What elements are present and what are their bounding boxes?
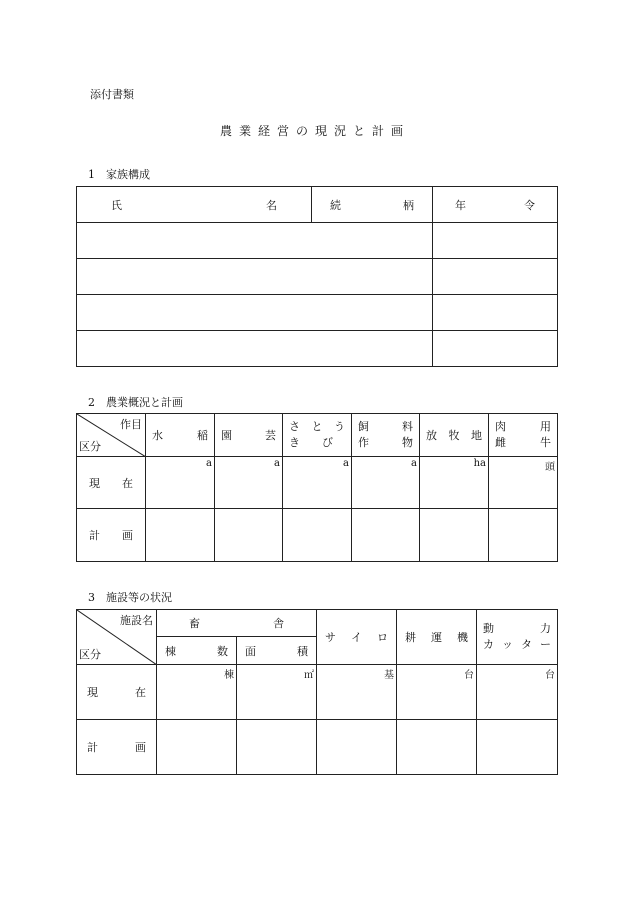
family-row-name[interactable] xyxy=(77,331,433,367)
family-table xyxy=(76,186,558,367)
family-row-age[interactable] xyxy=(433,295,558,331)
family-row-name[interactable] xyxy=(77,295,433,331)
unit-cell[interactable]: 頭 xyxy=(489,457,558,509)
col-barn-count: 棟 数 xyxy=(157,637,237,665)
col-tiller: 耕 運 機 xyxy=(397,610,477,665)
col-paddy-rice: 水 稲 xyxy=(146,414,215,457)
row-label-plan: 計 画 xyxy=(77,720,157,775)
plan-cell[interactable] xyxy=(420,509,489,562)
unit-cell[interactable]: 基 xyxy=(317,665,397,720)
facilities-table xyxy=(76,609,558,775)
unit-cell[interactable]: a xyxy=(146,457,215,509)
family-row-age[interactable] xyxy=(433,259,558,295)
corner-cell: 作目 区分 xyxy=(77,414,146,457)
col-feed-crops: 飼 料 作 物 xyxy=(352,414,420,457)
col-power-cutter: 動 力 カ ッ タ ー xyxy=(477,610,558,665)
header-name: 氏 名 xyxy=(77,187,312,223)
plan-cell[interactable] xyxy=(317,720,397,775)
row-label-plan: 計 画 xyxy=(77,509,146,562)
col-barn: 畜 舎 xyxy=(157,610,317,637)
plan-cell[interactable] xyxy=(146,509,215,562)
document-title: 農業経営の現況と計画 xyxy=(219,124,410,138)
plan-cell[interactable] xyxy=(489,509,558,562)
family-row-name[interactable] xyxy=(77,223,433,259)
row-label-current: 現 在 xyxy=(77,665,157,720)
unit-cell[interactable]: ㎡ xyxy=(237,665,317,720)
plan-cell[interactable] xyxy=(215,509,283,562)
unit-cell[interactable]: 台 xyxy=(477,665,558,720)
family-row-name[interactable] xyxy=(77,259,433,295)
col-barn-area: 面 積 xyxy=(237,637,317,665)
family-row-age[interactable] xyxy=(433,331,558,367)
plan-cell[interactable] xyxy=(352,509,420,562)
section1-heading: 1 家族構成 xyxy=(88,168,150,181)
unit-cell[interactable]: a xyxy=(283,457,352,509)
unit-cell[interactable]: a xyxy=(352,457,420,509)
family-row-age[interactable] xyxy=(433,223,558,259)
unit-cell[interactable]: 棟 xyxy=(157,665,237,720)
col-silo: サ イ ロ xyxy=(317,610,397,665)
plan-cell[interactable] xyxy=(157,720,237,775)
col-beef-cattle: 肉 用 雌 牛 xyxy=(489,414,558,457)
attachment-label: 添付書類 xyxy=(90,88,134,101)
header-relation: 続 柄 xyxy=(312,187,433,223)
section2-heading: 2 農業概況と計画 xyxy=(88,396,183,409)
unit-cell[interactable]: a xyxy=(215,457,283,509)
agriculture-table xyxy=(76,413,558,562)
col-horticulture: 園 芸 xyxy=(215,414,283,457)
unit-cell[interactable]: ha xyxy=(420,457,489,509)
plan-cell[interactable] xyxy=(397,720,477,775)
plan-cell[interactable] xyxy=(283,509,352,562)
col-sugarcane: さ と う き び xyxy=(283,414,352,457)
corner-cell: 施設名 区分 xyxy=(77,610,157,665)
plan-cell[interactable] xyxy=(477,720,558,775)
col-pasture: 放 牧 地 xyxy=(420,414,489,457)
plan-cell[interactable] xyxy=(237,720,317,775)
row-label-current: 現 在 xyxy=(77,457,146,509)
unit-cell[interactable]: 台 xyxy=(397,665,477,720)
section3-heading: 3 施設等の状況 xyxy=(88,591,172,604)
header-age: 年 令 xyxy=(433,187,558,223)
